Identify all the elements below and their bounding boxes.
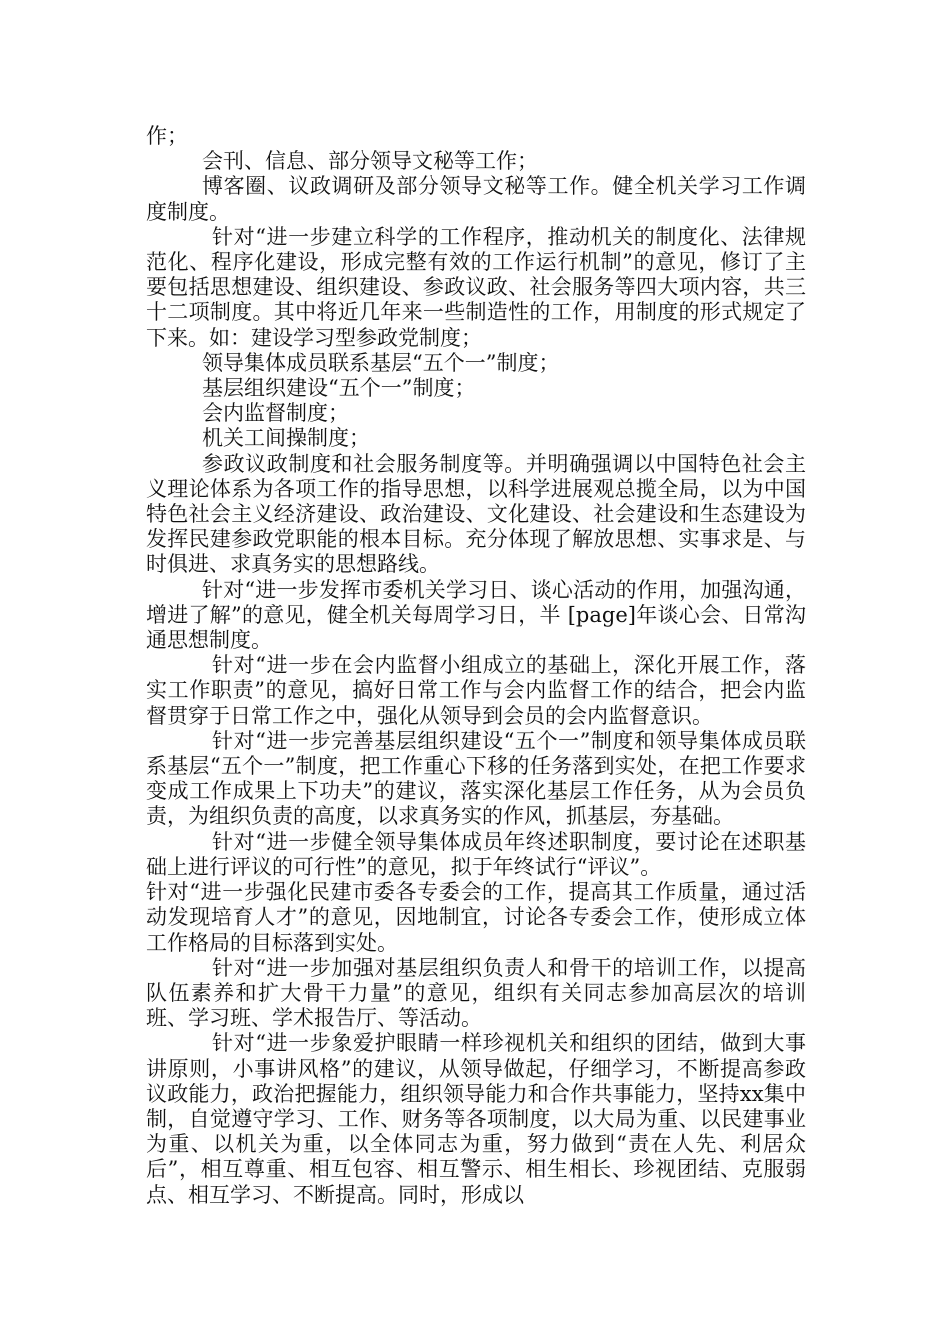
paragraph-15: 针对“进一步加强对基层组织负责人和骨干的培训工作，以提高队伍素养和扩大骨干力量”的意见，组织有关同志参加高层次的培训班、学习班、学术报告厅、等活动。	[146, 955, 806, 1031]
paragraph-13: 针对“进一步健全领导集体成员年终述职制度，要讨论在述职基础上进行评议的可行性”的意见，拟于年终试行“评议”。	[146, 829, 806, 879]
paragraph-9: 参政议政制度和社会服务制度等。并明确强调以中国特色社会主义理论体系为各项工作的指导思想，以科学进展观总揽全局，以为中国特色社会主义经济建设、政治建设、文化建设、社会建设和生态建设为发挥民建参政党职能的根本目标。充分体现了解放思想、实事求是、与时俱进、求真务实的思想路线。	[146, 451, 806, 577]
paragraph-4: 针对“进一步建立科学的工作程序，推动机关的制度化、法律规范化、程序化建设，形成完整有效的工作运行机制”的意见，修订了主要包括思想建设、组织建设、参政议政、社会服务等四大项内容，共三十二项制度。其中将近几年来一些制造性的工作，用制度的形式规定了下来。如：建设学习型参政党制度；	[146, 224, 806, 350]
paragraph-12: 针对“进一步完善基层组织建设“五个一”制度和领导集体成员联系基层“五个一”制度，把工作重心下移的任务落到实处，在把工作要求变成工作成果上下功夫”的建议，落实深化基层工作任务，从为会员负责，为组织负责的高度，以求真务实的作风，抓基层，夯基础。	[146, 728, 806, 829]
paragraph-11: 针对“进一步在会内监督小组成立的基础上，深化开展工作，落实工作职责”的意见，搞好日常工作与会内监督工作的结合，把会内监督贯穿于日常工作之中，强化从领导到会员的会内监督意识。	[146, 653, 806, 728]
paragraph-16: 针对“进一步象爱护眼睛一样珍视机关和组织的团结，做到大事讲原则，小事讲风格”的建议，从领导做起，仔细学习，不断提高参政议政能力，政治把握能力，组织领导能力和合作共事能力，坚持xx集中制，自觉遵守学习、工作、财务等各项制度，以大局为重、以民建事业为重、以机关为重，以全体同志为重，努力做到“责在人先、利居众后”，相互尊重、相互包容、相互警示、相生相长、珍视团结、克服弱点、相互学习、不断提高。同时，形成以	[146, 1031, 806, 1207]
paragraph-7: 会内监督制度；	[202, 401, 349, 426]
paragraph-3: 博客圈、议政调研及部分领导文秘等工作。健全机关学习工作调度制度。	[146, 174, 806, 224]
paragraph-8: 机关工间操制度；	[202, 426, 370, 451]
paragraph-14: 针对“进一步强化民建市委各专委会的工作，提高其工作质量，通过活动发现培育人才”的意见，因地制宜，讨论各专委会工作，使形成立体工作格局的目标落到实处。	[146, 880, 806, 955]
paragraph-2: 会刊、信息、部分领导文秘等工作；	[202, 149, 538, 174]
paragraph-5: 领导集体成员联系基层“五个一”制度；	[202, 350, 560, 375]
paragraph-1: 作；	[146, 124, 188, 148]
paragraph-10: 针对“进一步发挥市委机关学习日、谈心活动的作用，加强沟通，增进了解”的意见，健全机关每周学习日，半 [page]年谈心会、日常沟通思想制度。	[146, 577, 806, 653]
document-body	[146, 124, 806, 1208]
paragraph-6: 基层组织建设“五个一”制度；	[202, 376, 476, 401]
